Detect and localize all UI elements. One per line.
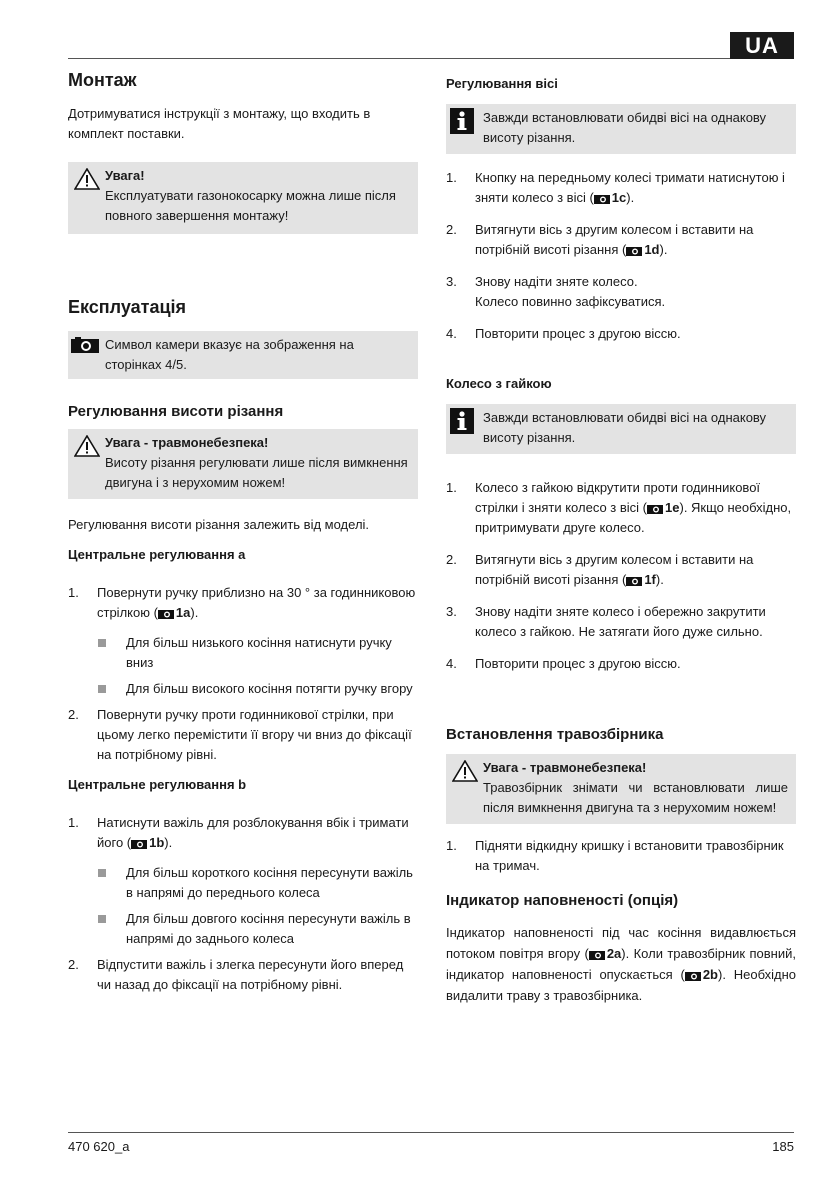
header-rule: [68, 58, 794, 59]
info-text: Завжди встановлювати обидві вісі на однакову висоту різання.: [483, 410, 767, 445]
camera-icon: [589, 950, 605, 960]
indicator-text-part: ). Необхідно видалити траву з травозбірника.: [446, 967, 796, 1003]
nut-steps: [446, 478, 796, 674]
camera-icon: [626, 576, 642, 586]
step-text: Повернути ручку приблизно на 30 ° за годинниковою стрілкою (: [97, 585, 416, 620]
info-box-axle: [446, 104, 796, 154]
figure-ref: 1f: [644, 572, 656, 587]
camera-note-box: [68, 331, 418, 379]
section-title-montazh: Монтаж: [68, 70, 137, 90]
step-number: 3.: [446, 604, 457, 619]
step-number: 2.: [68, 957, 79, 972]
figure-ref: 1a: [175, 605, 191, 620]
central-b-steps-2: [68, 955, 418, 995]
step-number: 1.: [446, 170, 457, 185]
list-item: [446, 168, 796, 208]
warning-title: Увага!: [105, 168, 145, 183]
bullet-square-icon: [98, 869, 106, 877]
subsection-title-central-a: Центральне регулювання a: [68, 547, 246, 562]
step-number: 1.: [68, 585, 79, 600]
list-item: [446, 550, 796, 590]
central-b-steps: [68, 813, 418, 853]
camera-icon: [647, 504, 663, 514]
indicator-text: [446, 922, 796, 1006]
bullet-text: Для більш низького косіння натиснути ручку вниз: [126, 635, 392, 670]
step-number: 2.: [446, 222, 457, 237]
bullet-square-icon: [98, 639, 106, 647]
step-number: 2.: [446, 552, 457, 567]
step-number: 1.: [446, 838, 457, 853]
warning-box-catcher: [446, 754, 796, 824]
warning-triangle-icon: [74, 435, 100, 463]
warning-triangle-icon: [74, 168, 100, 196]
step-text: Відпустити важіль і злегка пересунути його вперед чи назад до фіксації на потрібному рівні.: [97, 957, 404, 992]
step-text: ). Якщо необхідно, притримувати друге колесо.: [475, 500, 792, 535]
camera-icon: [626, 246, 642, 256]
step-text: Витягнути вісь з другим колесом і вставити на потрібній висоті різання (: [475, 552, 754, 587]
montazh-text: Дотримуватися інструкції з монтажу, що входить в комплект поставки.: [68, 106, 371, 141]
step-text: Повторити процес з другою віссю.: [475, 326, 681, 341]
step-text: ).: [626, 190, 635, 205]
step-text: Підняти відкидну кришку і встановити травозбірник на тримач.: [475, 838, 784, 873]
list-item: [68, 583, 418, 623]
step-text: Натиснути важіль для розблокування вбік і тримати його (: [97, 815, 409, 850]
warning-box-montazh: [68, 162, 418, 234]
warning-title: Увага - травмонебезпека!: [105, 435, 269, 450]
list-item: [446, 654, 796, 674]
bullet-item: [97, 909, 418, 949]
figure-ref: 1e: [665, 500, 680, 515]
step-text: Колесо з гайкою відкрутити проти годинникової стрілки і зняти колесо з вісі (: [475, 480, 761, 515]
step-text: Знову надіти зняте колесо.: [475, 274, 638, 289]
language-tab: UA: [730, 32, 794, 59]
bullet-text: Для більш короткого косіння пересунути важіль в напрямі до переднього колеса: [126, 865, 413, 900]
camera-icon: [685, 971, 701, 981]
figure-ref: 1c: [611, 190, 627, 205]
list-item: [68, 955, 418, 995]
section-title-indicator: Індикатор наповненості (опція): [446, 892, 679, 909]
step-text: ).: [655, 572, 664, 587]
step-number: 2.: [68, 707, 79, 722]
section-title-height: Регулювання висоти різання: [68, 403, 284, 420]
step-text: ).: [659, 242, 668, 257]
info-icon: [450, 408, 474, 440]
step-text: Кнопку на передньому колесі тримати натиснутою і зняти колесо з вісі (: [475, 170, 785, 205]
warning-text: Висоту різання регулювати лише після вимкнення двигуна і з нерухомим ножем!: [105, 455, 408, 490]
axle-steps: [446, 168, 796, 344]
bullet-square-icon: [98, 915, 106, 923]
step-text: ).: [190, 605, 199, 620]
figure-ref: 1d: [644, 242, 660, 257]
section-title-catcher: Встановлення травозбірника: [446, 726, 664, 743]
list-item: [446, 836, 796, 876]
step-text: Витягнути вісь з другим колесом і вставити на потрібній висоті різання (: [475, 222, 754, 257]
bullet-text: Для більш високого косіння потягти ручку вгору: [126, 681, 413, 696]
figure-ref: 2a: [606, 946, 622, 961]
central-a-steps: [68, 583, 418, 623]
step-number: 1.: [446, 480, 457, 495]
bullet-text: Для більш довгого косіння пересунути важіль в напрямі до заднього колеса: [126, 911, 411, 946]
step-number: 4.: [446, 656, 457, 671]
list-item: [446, 272, 796, 312]
camera-note-text: Символ камери вказує на зображення на сторінках 4/5.: [105, 337, 354, 372]
warning-text: Експлуатувати газонокосарку можна лише після повного завершення монтажу!: [105, 188, 396, 223]
step-text: Колесо повинно зафіксуватися.: [475, 294, 666, 309]
bullet-item: [97, 679, 418, 699]
info-icon: [450, 108, 474, 140]
subsection-title-nut: Колесо з гайкою: [446, 376, 552, 391]
step-text: Знову надіти зняте колесо і обережно закрутити колесо з гайкою. Не затягати його дуже сильно.: [475, 604, 766, 639]
list-item: [446, 478, 796, 538]
warning-text: Травозбірник знімати чи встановлювати лише після вимкнення двигуна та з нерухомим ножем!: [483, 780, 788, 815]
subsection-title-axle: Регулювання вісі: [446, 76, 558, 91]
step-text: Повернути ручку проти годинникової стрілки, при цьому легко перемістити її вгору чи вниз до фіксації на потрібному рівні.: [97, 707, 412, 762]
page-number: 185: [772, 1139, 794, 1154]
step-text: ).: [164, 835, 173, 850]
right-column: [446, 66, 796, 1006]
bullet-square-icon: [98, 685, 106, 693]
height-text: Регулювання висоти різання залежить від моделі.: [68, 517, 370, 532]
section-title-ekspl: Експлуатація: [68, 297, 187, 317]
catcher-steps: [446, 836, 796, 876]
bullet-item: [97, 863, 418, 903]
list-item: [446, 220, 796, 260]
figure-ref: 1b: [149, 835, 165, 850]
step-number: 4.: [446, 326, 457, 341]
central-a-steps-2: [68, 705, 418, 765]
list-item: [446, 324, 796, 344]
figure-ref: 2b: [702, 967, 718, 982]
info-box-nut: [446, 404, 796, 454]
warning-triangle-icon: [452, 760, 478, 788]
camera-icon: [131, 839, 147, 849]
camera-icon: [158, 609, 174, 619]
left-column: [68, 66, 418, 995]
list-item: [446, 602, 796, 642]
footer-rule: [68, 1132, 794, 1133]
step-number: 1.: [68, 815, 79, 830]
footer-doc-id: 470 620_a: [68, 1139, 130, 1154]
bullet-item: [97, 633, 418, 673]
subsection-title-central-b: Центральне регулювання b: [68, 777, 247, 792]
warning-title: Увага - травмонебезпека!: [483, 760, 647, 775]
warning-box-height: [68, 429, 418, 499]
camera-icon: [594, 194, 610, 204]
indicator-text-part: Індикатор наповненості під час косіння видавлюється потоком повітря вгору (: [446, 925, 796, 961]
list-item: [68, 705, 418, 765]
step-number: 3.: [446, 274, 457, 289]
info-text: Завжди встановлювати обидві вісі на однакову висоту різання.: [483, 110, 767, 145]
camera-icon: [71, 337, 99, 359]
list-item: [68, 813, 418, 853]
indicator-text-part: ). Коли травозбірник повний, індикатор наповненості опускається (: [446, 946, 796, 982]
step-text: Повторити процес з другою віссю.: [475, 656, 681, 671]
